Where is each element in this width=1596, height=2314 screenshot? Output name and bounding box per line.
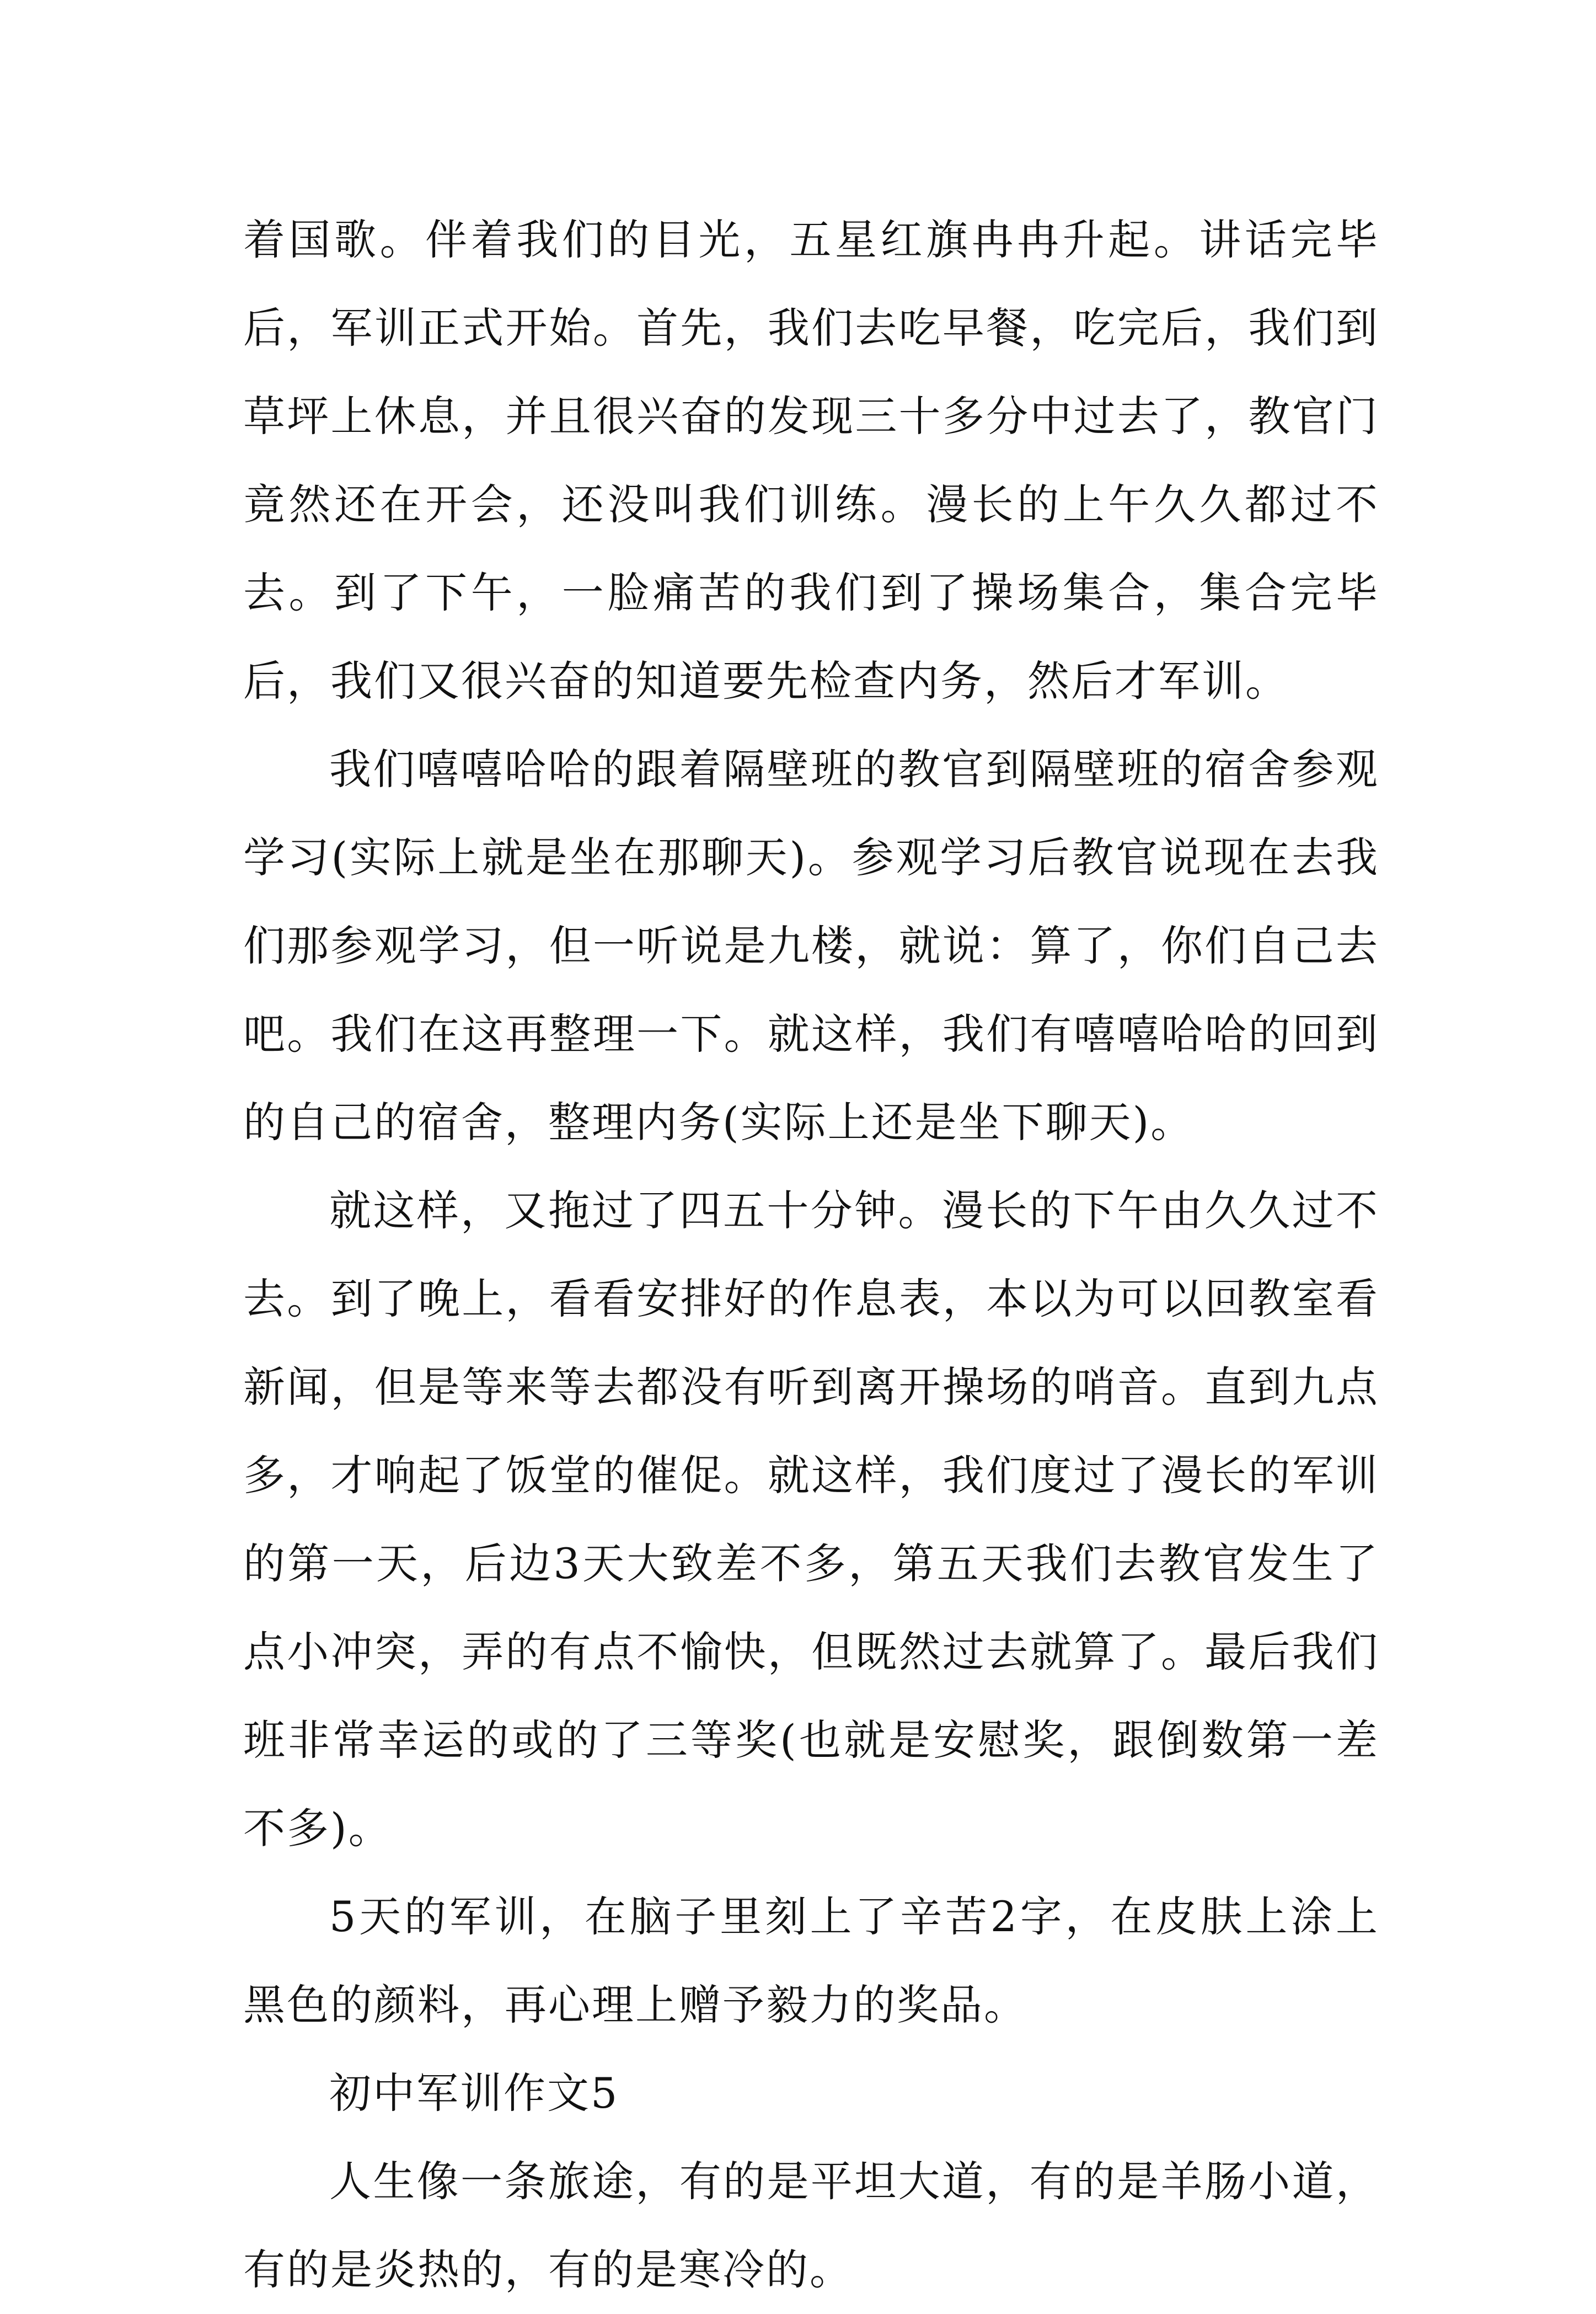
paragraph-1: 着国歌。伴着我们的目光，五星红旗冉冉升起。讲话完毕后，军训正式开始。首先，我们去吃早餐，吃完后，我们到草坪上休息，并且很兴奋的发现三十多分中过去了，教官门竟然还在开会，还没叫我们训练。漫长的上午久久都过不去。到了下午，一脸痛苦的我们到了操场集合，集合完毕后，我们又很兴奋的知道要先检查内务，然后才军训。 [243, 215, 1379, 706]
paragraph-2: 我们嘻嘻哈哈的跟着隔壁班的教官到隔壁班的宿舍参观学习(实际上就是坐在那聊天)。参观学习后教官说现在去我们那参观学习，但一听说是九楼，就说：算了，你们自己去吧。我们在这再整理一下。就这样，我们有嘻嘻哈哈的回到的自己的宿舍，整理内务(实际上还是坐下聊天)。 [243, 745, 1379, 1147]
paragraph-3: 就这样，又拖过了四五十分钟。漫长的下午由久久过不去。到了晚上，看看安排好的作息表，本以为可以回教室看新闻，但是等来等去都没有听到离开操场的哨音。直到九点多，才响起了饭堂的催促。就这样，我们度过了漫长的军训的第一天，后边3天大致差不多，第五天我们去教官发生了点小冲突，弄的有点不愉快，但既然过去就算了。最后我们班非常幸运的或的了三等奖(也就是安慰奖，跟倒数第一差不多)。 [243, 1186, 1379, 1853]
section-heading: 初中军训作文5 [329, 2069, 619, 2118]
paragraph-4: 5天的军训，在脑子里刻上了辛苦2字，在皮肤上涂上黑色的颜料，再心理上赠予毅力的奖品。 [243, 1892, 1379, 2029]
document-body [243, 196, 1379, 2314]
paragraph-5: 人生像一条旅途，有的是平坦大道，有的是羊肠小道，有的是炎热的，有的是寒冷的。 [243, 2157, 1379, 2294]
